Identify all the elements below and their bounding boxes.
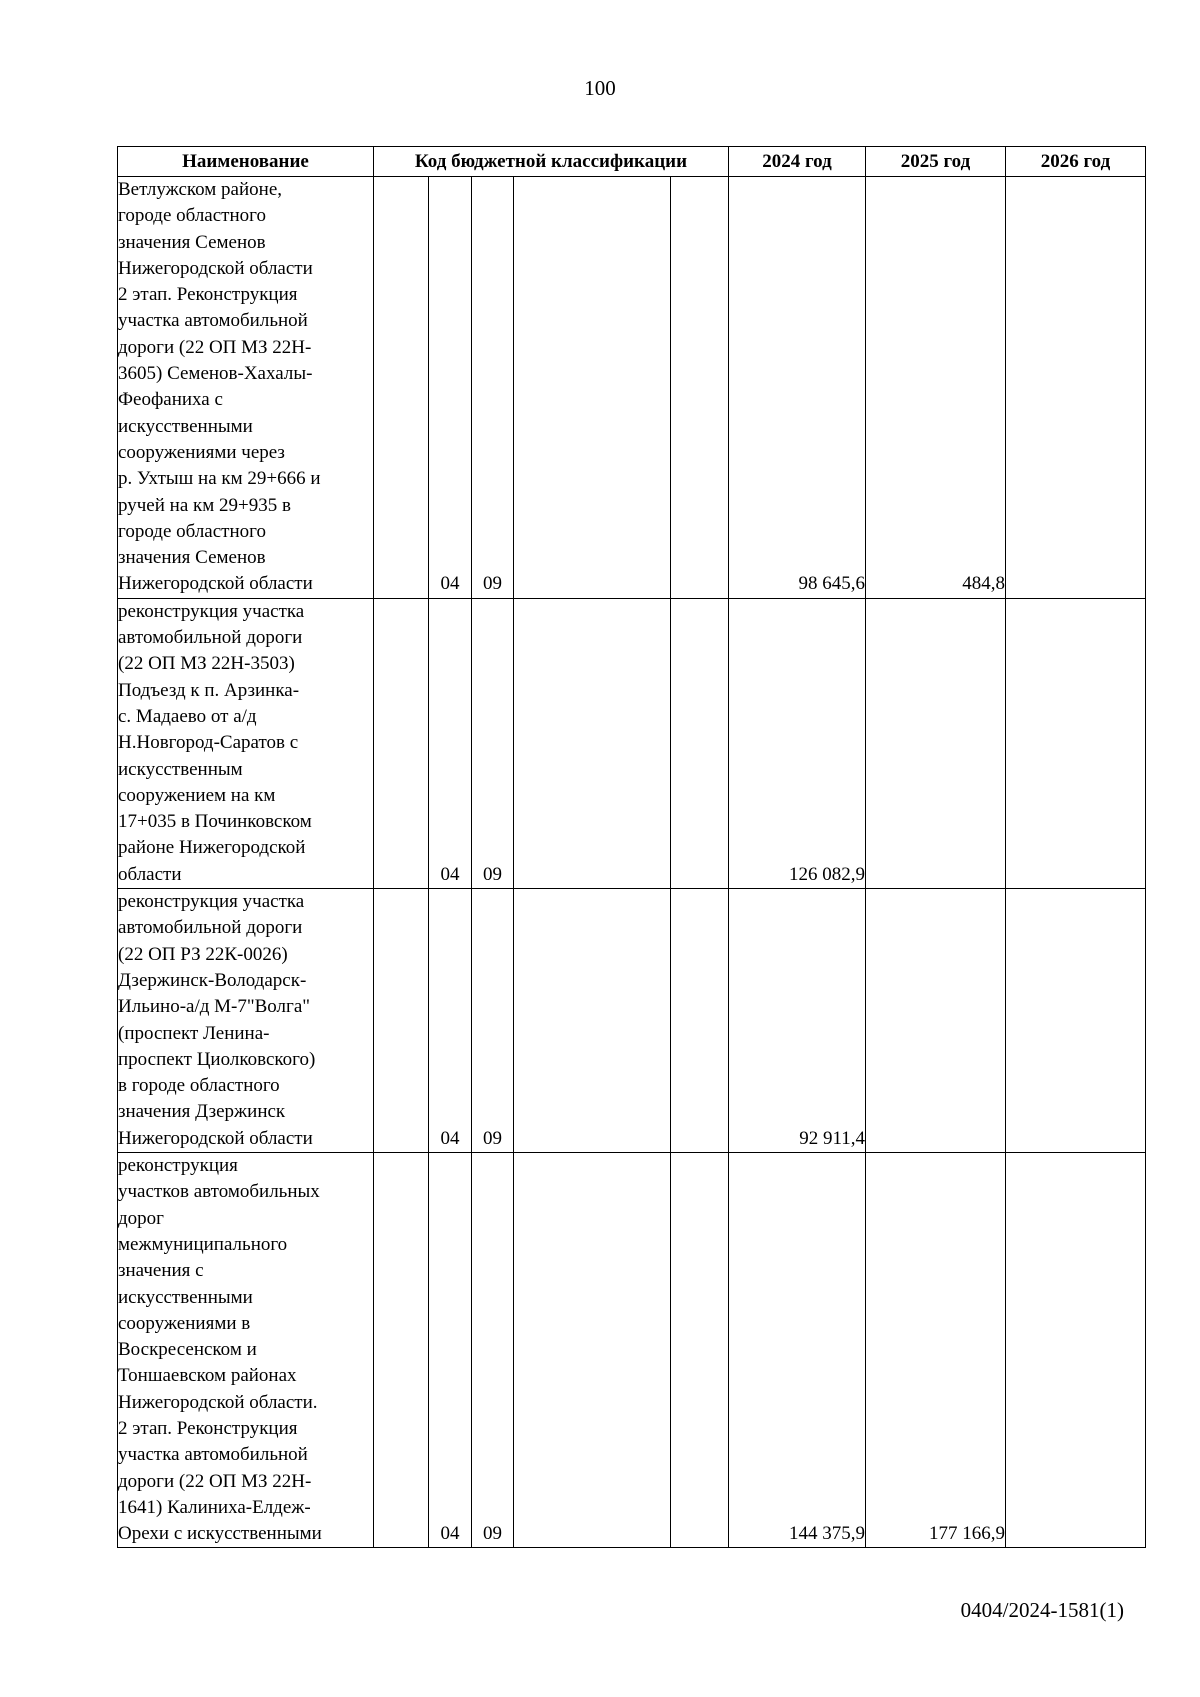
row-name: реконструкция участка автомобильной дороги (22 ОП МЗ 22Н-3503) Подъезд к п. Арзинка- с. Мадаево от а/д Н.Новгород-Саратов с искусственным сооружением на км 17+035 в Починковском районе Нижегородской области: [118, 598, 374, 888]
row-code-1: [374, 1153, 429, 1548]
table-header-row: [118, 147, 1146, 177]
row-code-type: [671, 598, 729, 888]
row-name: Ветлужском районе, городе областного значения Семенов Нижегородской области 2 этап. Реконструкция участка автомобильной дороги (22 ОП МЗ 22Н- 3605) Семенов-Хахалы- Феофаниха с искусственными сооружениями через р. Ухтыш на км 29+666 и ручей на км 29+935 в городе областного значения Семенов Нижегородской области: [118, 177, 374, 599]
row-code-target: [514, 177, 671, 599]
table-row: [118, 598, 1146, 888]
row-code-subsection: 09: [472, 598, 514, 888]
row-code-target: [514, 1153, 671, 1548]
table-row: [118, 889, 1146, 1153]
row-name: реконструкция участков автомобильных дорог межмуниципального значения с искусственными сооружениями в Воскресенском и Тоншаевском районах Нижегородской области. 2 этап. Реконструкция участка автомобильной дороги (22 ОП МЗ 22Н- 1641) Калиниха-Елдеж- Орехи с искусственными: [118, 1153, 374, 1548]
table-row: [118, 1153, 1146, 1548]
row-value-2026: [1006, 177, 1146, 599]
row-value-2026: [1006, 889, 1146, 1153]
row-value-2024: 98 645,6: [729, 177, 866, 599]
row-value-2025: 177 166,9: [866, 1153, 1006, 1548]
row-code-section: 04: [429, 1153, 472, 1548]
row-code-type: [671, 1153, 729, 1548]
row-value-2025: [866, 889, 1006, 1153]
page-number: 100: [584, 76, 616, 100]
row-value-2024: 144 375,9: [729, 1153, 866, 1548]
header-2024: 2024 год: [729, 147, 866, 177]
row-value-2025: 484,8: [866, 177, 1006, 599]
row-name: реконструкция участка автомобильной дороги (22 ОП РЗ 22К-0026) Дзержинск-Володарск- Ильино-а/д М-7"Волга" (проспект Ленина- проспект Циолковского) в городе областного значения Дзержинск Нижегородской области: [118, 889, 374, 1153]
row-code-1: [374, 177, 429, 599]
budget-table: [117, 146, 1146, 1548]
header-2025: 2025 год: [866, 147, 1006, 177]
row-code-type: [671, 177, 729, 599]
row-value-2026: [1006, 598, 1146, 888]
row-value-2024: 92 911,4: [729, 889, 866, 1153]
row-code-type: [671, 889, 729, 1153]
header-2026: 2026 год: [1006, 147, 1146, 177]
row-value-2026: [1006, 1153, 1146, 1548]
row-code-subsection: 09: [472, 1153, 514, 1548]
row-code-section: 04: [429, 889, 472, 1153]
header-name: Наименование: [118, 147, 374, 177]
row-code-target: [514, 889, 671, 1153]
header-code: Код бюджетной классификации: [374, 147, 729, 177]
table-row: [118, 177, 1146, 599]
row-code-section: 04: [429, 177, 472, 599]
row-code-target: [514, 598, 671, 888]
row-value-2025: [866, 598, 1006, 888]
row-value-2024: 126 082,9: [729, 598, 866, 888]
row-code-subsection: 09: [472, 889, 514, 1153]
row-code-1: [374, 598, 429, 888]
row-code-subsection: 09: [472, 177, 514, 599]
row-code-1: [374, 889, 429, 1153]
row-code-section: 04: [429, 598, 472, 888]
document-code: 0404/2024-1581(1): [960, 1598, 1124, 1622]
